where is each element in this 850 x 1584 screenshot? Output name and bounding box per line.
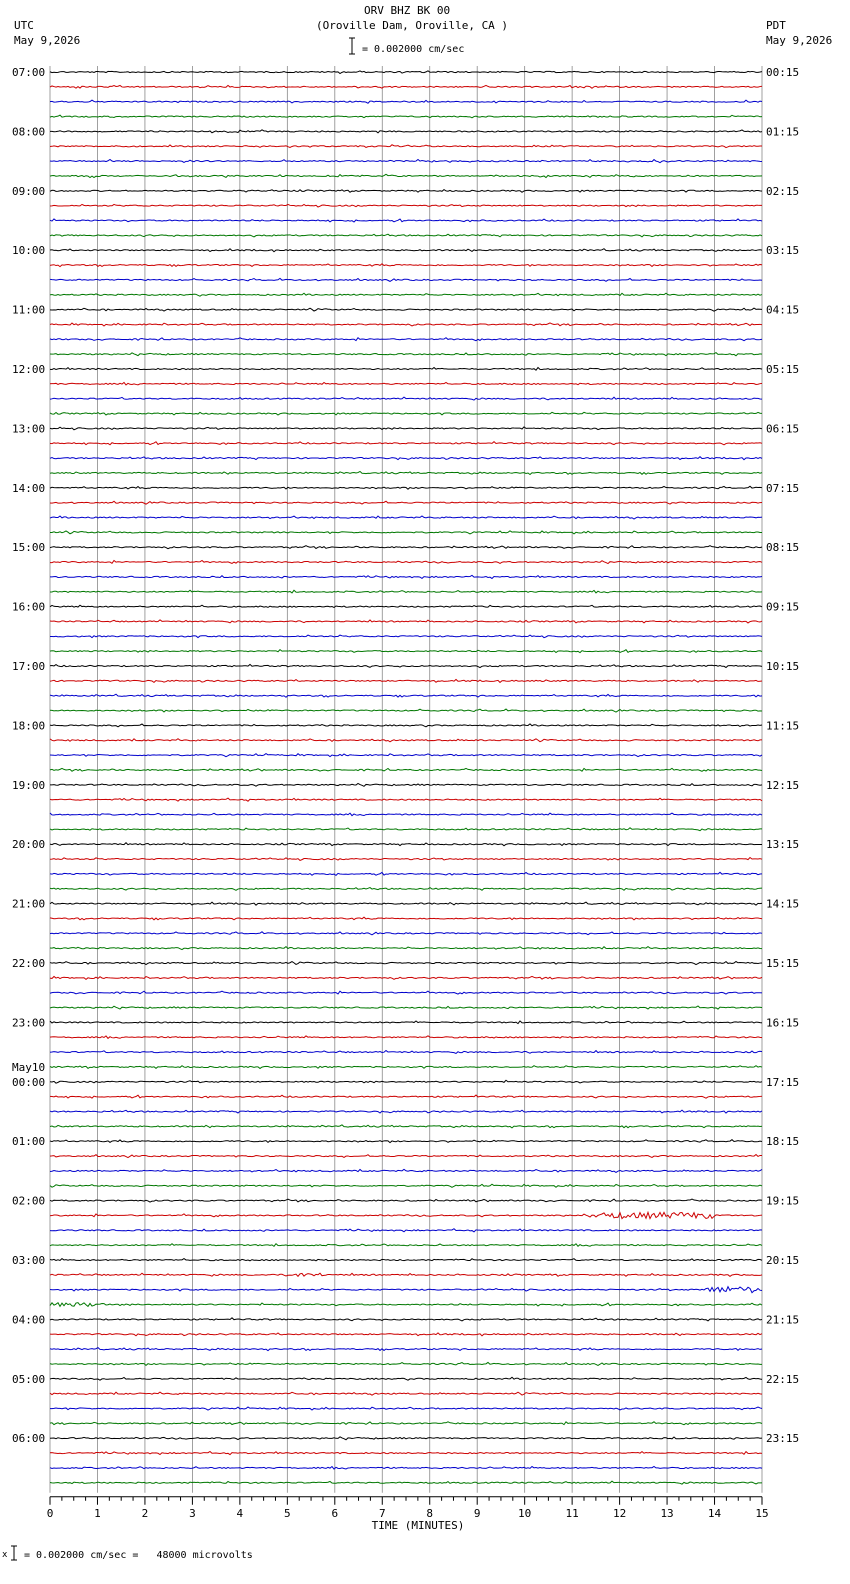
left-hour-label: 18:00 [12, 719, 46, 733]
left-hour-label: 06:00 [12, 1432, 46, 1446]
trace-row [50, 264, 762, 267]
right-hour-label: 21:15 [766, 1313, 800, 1327]
left-hour-label: 02:00 [12, 1194, 46, 1208]
trace-row [50, 1080, 762, 1083]
x-axis-label: TIME (MINUTES) [371, 1518, 465, 1532]
trace-row [50, 278, 762, 281]
trace-row [50, 100, 762, 103]
scale-label: = 0.002000 cm/sec [362, 44, 465, 55]
trace-row [50, 219, 762, 222]
trace-row [50, 471, 762, 474]
seismic-traces [50, 71, 762, 1484]
trace-row [50, 560, 762, 563]
trace-row [50, 694, 762, 697]
trace-row [50, 516, 762, 519]
left-hour-label: 23:00 [12, 1016, 46, 1030]
right-hour-label: 18:15 [766, 1135, 800, 1149]
trace-row [50, 160, 762, 163]
trace-row [50, 798, 762, 801]
right-hour-label: 16:15 [766, 1016, 800, 1030]
x-tick-label: 12 [612, 1506, 627, 1520]
left-hour-label: 15:00 [12, 541, 46, 555]
trace-row [50, 664, 762, 667]
left-hour-label: 14:00 [12, 481, 46, 495]
right-date: May 9,2026 [766, 34, 833, 47]
trace-row [50, 1125, 762, 1128]
station-title: ORV BHZ BK 00 [364, 4, 451, 17]
right-hour-label: 07:15 [766, 481, 800, 495]
left-hour-label: 21:00 [12, 897, 46, 911]
x-tick-label: 8 [426, 1506, 434, 1520]
trace-row [50, 902, 762, 905]
trace-row [50, 1287, 762, 1293]
left-hour-label: 05:00 [12, 1372, 46, 1386]
right-hour-label: 04:15 [766, 303, 800, 317]
right-hour-label: 12:15 [766, 778, 800, 792]
trace-row [50, 353, 762, 356]
left-hour-label: 10:00 [12, 244, 46, 258]
trace-row [50, 1466, 762, 1469]
trace-row [50, 427, 762, 430]
trace-row [50, 85, 762, 88]
trace-row [50, 932, 762, 935]
right-hour-label: 02:15 [766, 184, 800, 198]
x-tick-label: 7 [378, 1506, 386, 1520]
trace-row [50, 709, 762, 712]
trace-row [50, 293, 762, 296]
trace-row [50, 397, 762, 400]
trace-row [50, 754, 762, 757]
right-hour-label: 20:15 [766, 1254, 800, 1267]
trace-row [50, 1392, 762, 1395]
trace-row [50, 1407, 762, 1410]
x-tick-label: 0 [46, 1506, 54, 1520]
trace-row [50, 174, 762, 177]
x-tick-label: 11 [565, 1506, 579, 1520]
trace-row [50, 872, 762, 875]
right-hour-label: 08:15 [766, 541, 800, 555]
right-hour-label: 17:15 [766, 1075, 800, 1089]
trace-row [50, 843, 762, 846]
trace-row [50, 1169, 762, 1172]
trace-row [50, 204, 762, 207]
left-hour-label: 08:00 [12, 125, 46, 139]
trace-row [50, 338, 762, 341]
trace-row [50, 115, 762, 118]
right-hour-label: 00:15 [766, 66, 800, 79]
footer-scale-note: = 0.002000 cm/sec = 48000 microvolts [24, 1550, 253, 1561]
trace-row [50, 1318, 762, 1321]
trace-row [50, 650, 762, 653]
x-tick-label: 2 [141, 1506, 149, 1520]
trace-row [50, 1362, 762, 1365]
x-tick-label: 10 [518, 1506, 532, 1520]
right-hour-label: 23:15 [766, 1432, 800, 1446]
trace-row [50, 679, 762, 682]
trace-row [50, 590, 762, 593]
trace-row [50, 1481, 762, 1484]
right-hour-label: 06:15 [766, 422, 800, 436]
x-tick-label: 6 [331, 1506, 339, 1520]
left-hour-label: 12:00 [12, 363, 46, 376]
trace-row [50, 457, 762, 460]
left-hour-label: 19:00 [12, 778, 46, 792]
right-hour-label: 05:15 [766, 363, 800, 376]
right-hour-label: 03:15 [766, 244, 800, 258]
trace-row [50, 1229, 762, 1232]
trace-row [50, 991, 762, 994]
trace-row [50, 1437, 762, 1440]
trace-row [50, 605, 762, 607]
trace-row [50, 501, 762, 504]
right-hour-label: 14:15 [766, 897, 800, 911]
trace-row [50, 145, 762, 148]
left-hour-label: 03:00 [12, 1254, 46, 1267]
left-hour-label: 04:00 [12, 1313, 46, 1327]
left-timezone: UTC [14, 19, 34, 32]
right-hour-label: 19:15 [766, 1194, 800, 1208]
trace-row [50, 1051, 762, 1054]
right-timezone: PDT [766, 19, 786, 32]
trace-row [50, 858, 762, 861]
x-tick-label: 3 [189, 1506, 196, 1520]
x-tick-label: 5 [284, 1506, 291, 1520]
trace-row [50, 1273, 762, 1276]
trace-row [50, 724, 762, 727]
trace-row [50, 947, 762, 950]
trace-row [50, 575, 762, 578]
trace-row [50, 1348, 762, 1351]
trace-row [50, 635, 762, 638]
x-tick-label: 14 [707, 1506, 722, 1520]
trace-row [50, 1212, 762, 1218]
trace-row [50, 323, 762, 326]
trace-row [50, 368, 762, 371]
x-tick-label: 15 [755, 1506, 769, 1520]
trace-row [50, 1333, 762, 1336]
x-tick-label: 1 [94, 1506, 101, 1520]
trace-row [50, 813, 762, 816]
trace-row [50, 962, 762, 965]
trace-row [50, 1155, 762, 1158]
left-hour-label: 17:00 [12, 660, 46, 673]
trace-row [50, 1110, 762, 1113]
trace-row [50, 442, 762, 445]
trace-row [50, 486, 762, 489]
right-hour-label: 15:15 [766, 957, 800, 970]
x-tick-label: 9 [473, 1506, 481, 1520]
left-hour-label: 22:00 [12, 957, 46, 970]
footer-mark: x [2, 1550, 8, 1560]
trace-row [50, 382, 762, 385]
right-hour-label: 13:15 [766, 838, 800, 852]
trace-row [50, 1036, 762, 1039]
trace-row [50, 1377, 762, 1380]
trace-row [50, 1259, 762, 1261]
trace-row [50, 620, 762, 623]
left-date: May 9,2026 [14, 34, 81, 47]
trace-row [50, 1199, 762, 1202]
left-hour-label: 20:00 [12, 838, 46, 852]
left-hour-label: 13:00 [12, 422, 46, 436]
trace-row [50, 1066, 762, 1069]
trace-row [50, 531, 762, 534]
right-hour-label: 11:15 [766, 719, 800, 733]
trace-row [50, 768, 762, 771]
trace-row [50, 783, 762, 786]
trace-row [50, 1021, 762, 1024]
left-hour-label: 07:00 [12, 66, 46, 79]
trace-row [50, 1184, 762, 1187]
right-hour-label: 01:15 [766, 125, 800, 139]
trace-row [50, 917, 762, 920]
trace-row [50, 828, 762, 831]
trace-row [50, 234, 762, 237]
right-hour-label: 09:15 [766, 600, 800, 614]
left-hour-label: 16:00 [12, 600, 46, 614]
trace-row [50, 71, 762, 74]
trace-row [50, 1095, 762, 1098]
station-location: (Oroville Dam, Oroville, CA ) [316, 19, 509, 32]
trace-row [50, 1452, 762, 1455]
left-hour-label: 11:00 [12, 303, 46, 317]
x-tick-label: 13 [660, 1506, 674, 1520]
right-hour-label: 10:15 [766, 660, 800, 673]
x-tick-label: 4 [236, 1506, 244, 1520]
trace-row [50, 739, 762, 742]
left-hour-label: 00:00 [12, 1075, 46, 1089]
right-hour-label: 22:15 [766, 1372, 800, 1386]
trace-row [50, 308, 762, 311]
date-change-label: May10 [12, 1060, 46, 1074]
trace-row [50, 1006, 762, 1009]
trace-row [50, 1422, 762, 1425]
trace-row [50, 546, 762, 549]
left-hour-label: 09:00 [12, 184, 46, 198]
trace-row [50, 130, 762, 133]
trace-row [50, 412, 762, 415]
trace-row [50, 190, 762, 193]
trace-row [50, 1140, 762, 1143]
trace-row [50, 1303, 762, 1307]
trace-row [50, 888, 762, 891]
trace-row [50, 1244, 762, 1247]
trace-row [50, 976, 762, 979]
trace-row [50, 249, 762, 252]
left-hour-label: 01:00 [12, 1135, 46, 1149]
time-axis [47, 1497, 769, 1532]
